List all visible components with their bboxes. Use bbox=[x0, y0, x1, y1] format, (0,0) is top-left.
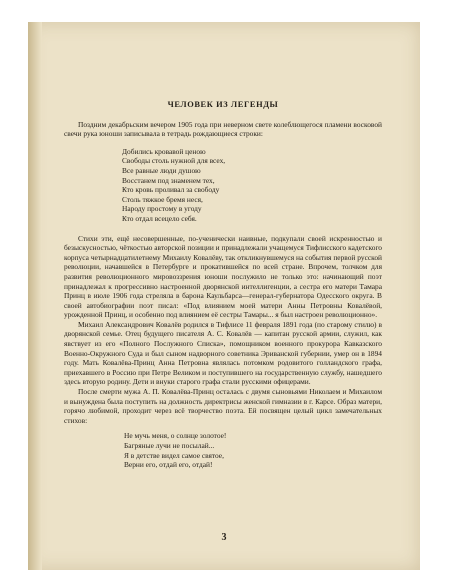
poem-1 bbox=[122, 147, 382, 224]
poem-2-line: Я в детстве видел самое святое, bbox=[124, 450, 224, 460]
poem-1-line: Народу простому в угоду bbox=[122, 204, 202, 214]
body-paragraph-1: Стихи эти, ещё несовершенные, по-ученически наивные, подкупали своей искренностью и безыскусностью, чёткостью авторской позиции и принадлежали учащемуся Тифлисского кадетского корпуса четырнадцатилетнему Михаилу Ковалёву, так откликнувшемуся на события первой русской революции, начавшейся в Петербурге и прокатившейся по всей стране. Впрочем, толчком для развития революционного мировоззрения юноши послужило не только это: начинающий поэт принадлежал к прогрессивно настроенной дворянской интеллигенции, а сестра его матери Тамара Принц в июле 1906 года стреляла в барона Каульбарса—генерал-губернатора Одесского округа. В своей автобиографии поэт писал: «Под влиянием моей матери Анны Петровны Ковалёвой, урожденной Принц, и особенно под влиянием её сестры Тамары... я был настроен революционно». bbox=[64, 233, 382, 320]
page-number: 3 bbox=[221, 532, 227, 543]
body-paragraph-2: Михаил Александрович Ковалёв родился в Тифлисе 11 февраля 1891 года (по старому стилю) в дворянской семье. Отец будущего писателя А. С. Ковалёв — капитан русской армии, служил, как явствует из его «Полного Послужного Списка», помощником военного прокурора Кавказского Военно-Окружного Суда и был сыном надворного советника Эриванской губернии, умер он в 1894 году. Мать Ковалёва-Принц Анна Петровна являлась потомком родовитого голландского графа, приехавшего в Россию при Петре Великом и поступившего на государственную службу, нашедшего здесь вторую родину. Дети и внуки старого графа стали русскими офицерами. bbox=[64, 319, 382, 387]
poem-1-line: Свободы столь нужной для всех, bbox=[122, 156, 226, 166]
chapter-heading: ЧЕЛОВЕК ИЗ ЛЕГЕНДЫ bbox=[167, 100, 279, 109]
book-page bbox=[28, 22, 420, 570]
poem-1-line: Добились кровавой ценою bbox=[122, 146, 206, 156]
page-spine-shadow bbox=[28, 22, 42, 570]
poem-2-line: Не мучь меня, о солнце золотое! bbox=[124, 431, 227, 441]
poem-2 bbox=[124, 431, 382, 469]
body-paragraph-3: После смерти мужа А. П. Ковалёва-Принц осталась с двумя сыновьями Николаем и Михаилом и вынуждена была поступить на должность директрисы женской гимназии в г. Карсе. Образ матери, горячо любимой, проходит через всё творчество поэта. Ей посвящен целый цикл замечательных стихов: bbox=[64, 387, 382, 425]
intro-paragraph: Поздним декабрьским вечером 1905 года при неверном свете колеблющегося пламени восковой свечи рука юноши записывала в тетрадь рождающиеся строки: bbox=[64, 119, 382, 139]
poem-1-line: Все равные люди душою bbox=[122, 165, 201, 175]
poem-2-line: Багряные лучи не посылай... bbox=[124, 441, 215, 450]
poem-1-line: Кто отдал всецело себя. bbox=[122, 213, 197, 223]
poem-1-line: Столь тяжкое бремя неся, bbox=[122, 194, 203, 204]
poem-2-line: Верни его, отдай его, отдай! bbox=[124, 460, 213, 470]
poem-1-line: Восстанем под знаменем тех, bbox=[122, 175, 215, 185]
poem-1-line: Кто кровь проливал за свободу bbox=[122, 185, 220, 195]
page-content bbox=[64, 100, 382, 478]
